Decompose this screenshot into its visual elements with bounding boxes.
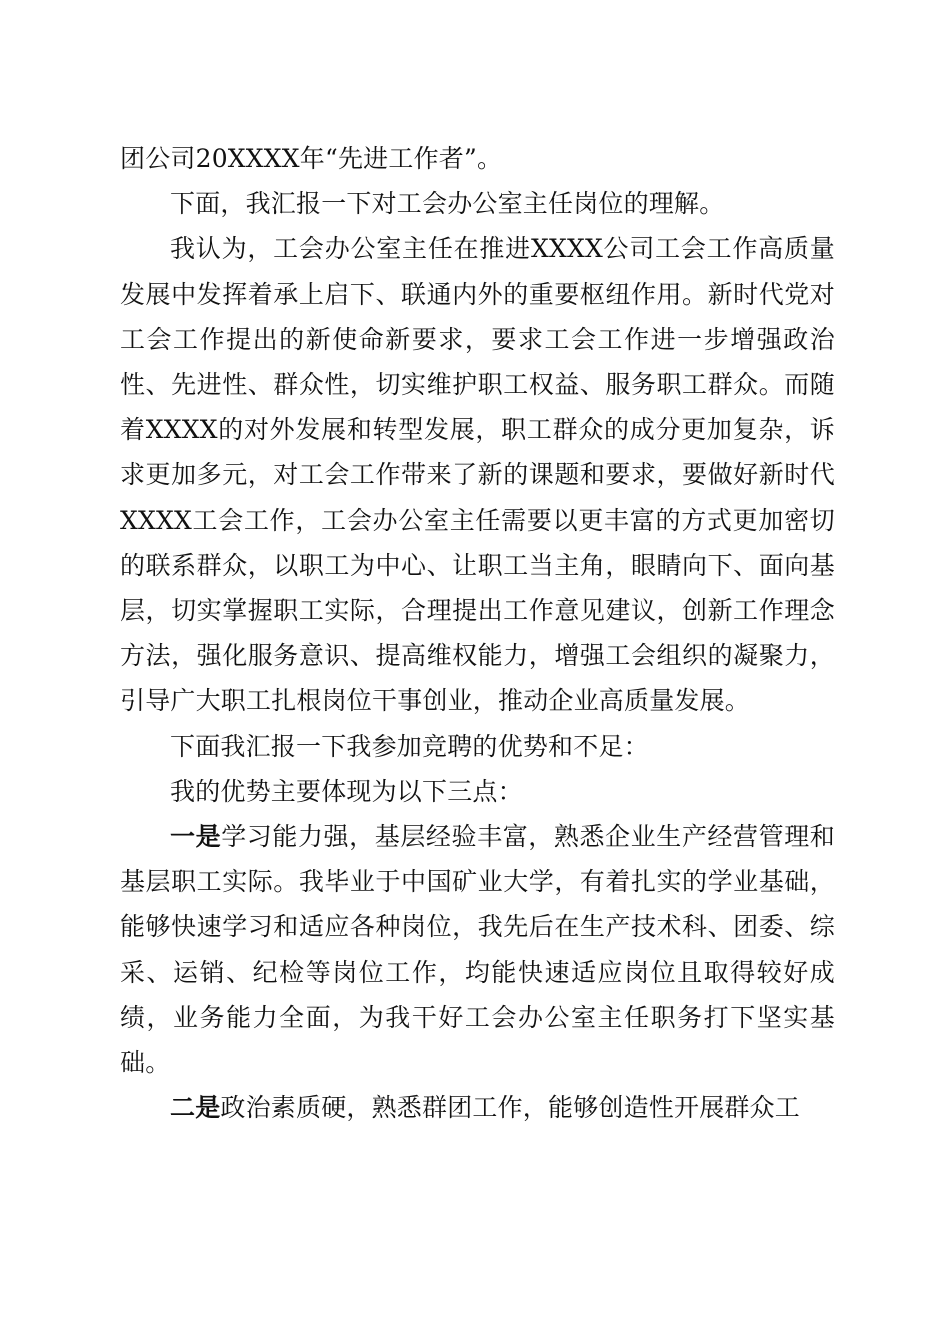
document-body [120,136,835,1130]
paragraph-text: 下面，我汇报一下对工会办公室主任岗位的理解。 [170,189,725,219]
paragraph-text: 我的优势主要体现为以下三点： [170,776,523,806]
paragraph-text: 我认为，工会办公室主任在推进XXXX公司工会工作高质量发展中发挥着承上启下、联通内外的重要枢纽作用。新时代党对工会工作提出的新使命新要求，要求工会工作进一步增强政治性、先进性、群众性，切实维护职工权益、服务职工群众。而随着XXXX的对外发展和转型发展，职工群众的成分更加复杂，诉求更加多元，对工会工作带来了新的课题和要求，要做好新时代XXXX工会工作，工会办公室主任需要以更丰富的方式更加密切的联系群众，以职工为中心、让职工当主角，眼睛向下、面向基层，切实掌握职工实际，合理提出工作意见建议，创新工作理念方法，强化服务意识、提高维权能力，增强工会组织的凝聚力，引导广大职工扎根岗位干事创业，推动企业高质量发展。 [120,234,835,716]
paragraph-lead: 二是 [170,1093,221,1123]
paragraph-lead: 一是 [170,822,222,852]
paragraph-text: 政治素质硬，熟悉群团工作，能够创造性开展群众工 [220,1093,801,1123]
paragraph-5 [120,814,835,1085]
paragraph-text: 团公司20XXXX年“先进工作者”。 [120,144,503,173]
paragraph-6 [120,1085,835,1130]
paragraph-1 [120,181,835,226]
paragraph-3 [120,724,835,769]
paragraph-2 [120,226,835,723]
paragraph-4 [120,769,835,814]
paragraph-0 [120,136,835,181]
paragraph-text: 下面我汇报一下我参加竞聘的优势和不足： [170,731,649,761]
paragraph-text: 学习能力强，基层经验丰富，熟悉企业生产经营管理和基层职工实际。我毕业于中国矿业大学，有着扎实的学业基础，能够快速学习和适应各种岗位，我先后在生产技术科、团委、综采、运销、纪检等岗位工作，均能快速适应岗位且取得较好成绩，业务能力全面，为我干好工会办公室主任职务打下坚实基础。 [120,822,835,1078]
